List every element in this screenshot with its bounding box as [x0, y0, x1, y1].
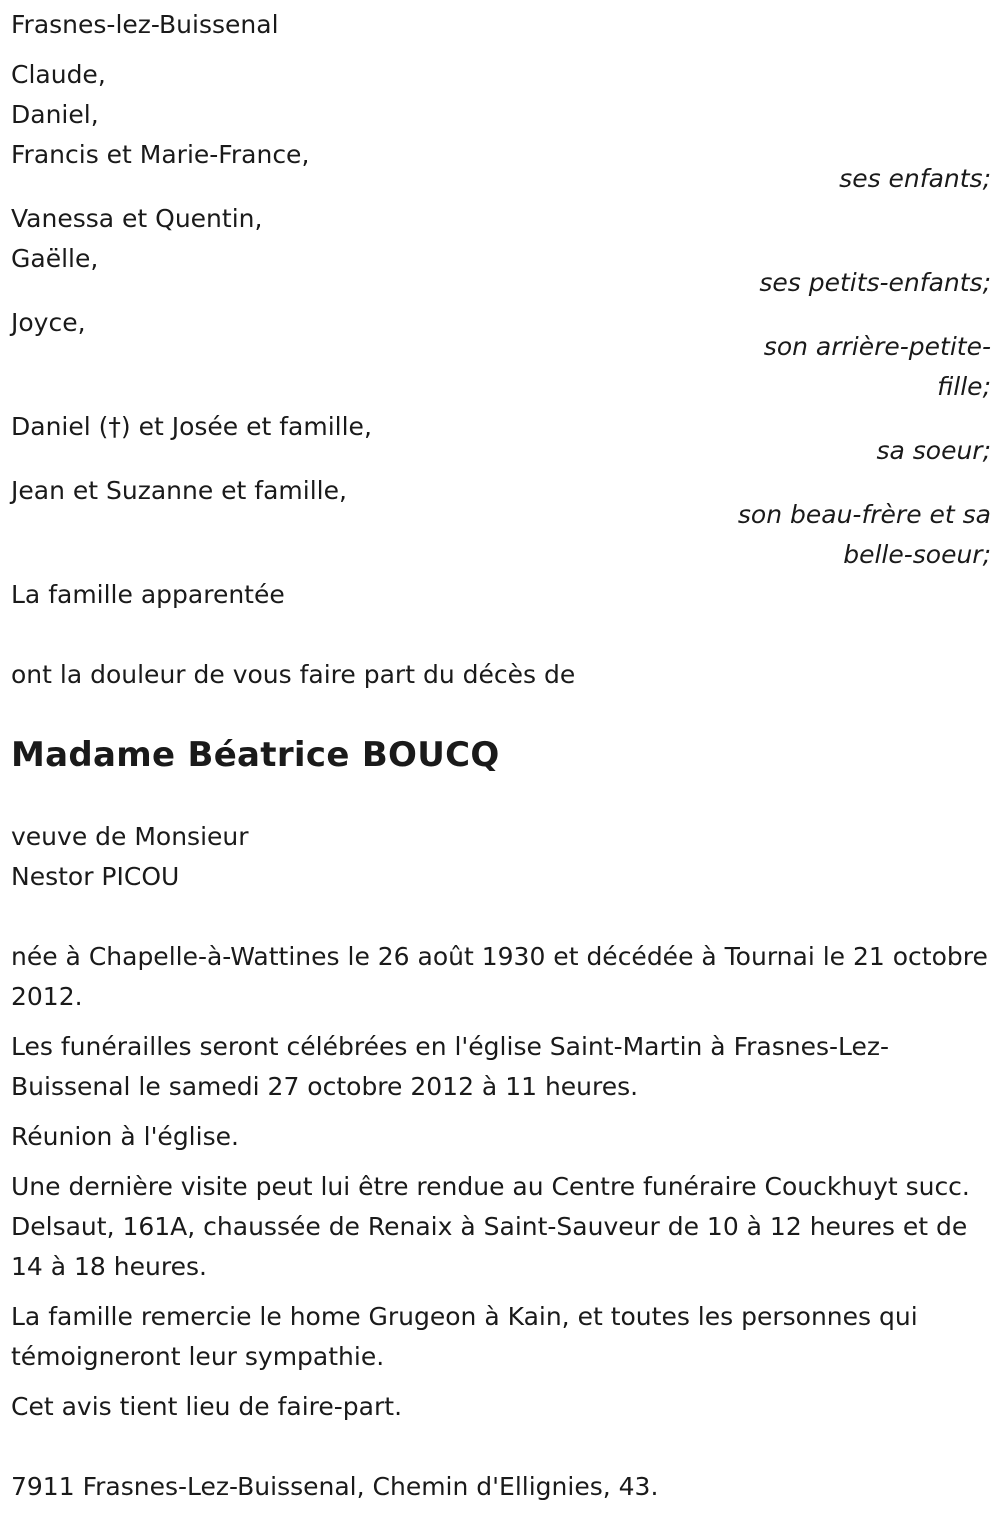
relation-label: son arrière-petite- [763, 332, 991, 361]
thanks-info: La famille remercie le home Grugeon à Kain, et toutes les personnes qui témoigneront leur sympathie. [11, 1302, 918, 1371]
relation-label-continued: fille; [937, 372, 991, 401]
family-member: Vanessa et Quentin, [11, 204, 263, 233]
spouse-name: Nestor PICOU [11, 862, 180, 891]
family-member: Claude, [11, 60, 106, 89]
extended-family: La famille apparentée [11, 580, 285, 609]
family-member: Francis et Marie-France, [11, 140, 310, 169]
location-heading: Frasnes-lez-Buissenal [11, 10, 279, 39]
family-member: Joyce, [11, 308, 86, 337]
family-member: Jean et Suzanne et famille, [11, 476, 347, 505]
relation-label: ses petits-enfants; [759, 268, 991, 297]
widow-of-line: veuve de Monsieur [11, 822, 249, 851]
meeting-info: Réunion à l'église. [11, 1122, 239, 1151]
deceased-name: Madame Béatrice BOUCQ [11, 735, 500, 775]
funeral-info: Les funérailles seront célébrées en l'église Saint-Martin à Frasnes-Lez-Buissenal le samedi 27 octobre 2012 à 11 heures. [11, 1032, 890, 1101]
announcement-text: ont la douleur de vous faire part du décès de [11, 660, 576, 689]
family-group-sister [11, 407, 991, 471]
family-group-great-grandchild [11, 303, 991, 407]
relation-label: ses enfants; [839, 164, 991, 193]
widow-of [11, 817, 991, 897]
family-member: Daniel (†) et Josée et famille, [11, 412, 372, 441]
family-group-in-laws [11, 471, 991, 575]
family-member: Gaëlle, [11, 244, 99, 273]
relation-label-continued: belle-soeur; [843, 540, 991, 569]
address: 7911 Frasnes-Lez-Buissenal, Chemin d'Ellignies, 43. [11, 1472, 659, 1501]
visit-info: Une dernière visite peut lui être rendue au Centre funéraire Couckhuyt succ. Delsaut, 161A, chaussée de Renaix à Saint-Sauveur de 10 à 12 heures et de 14 à 18 heures. [11, 1172, 970, 1281]
birth-death-info: née à Chapelle-à-Wattines le 26 août 1930 et décédée à Tournai le 21 octobre 2012. [11, 942, 988, 1011]
family-group-grandchildren [11, 199, 991, 303]
family-group-children [11, 55, 991, 199]
notice-info: Cet avis tient lieu de faire-part. [11, 1392, 403, 1421]
family-member: Daniel, [11, 100, 99, 129]
relation-label: son beau-frère et sa [737, 500, 991, 529]
details [11, 937, 991, 1427]
relation-label: sa soeur; [876, 436, 991, 465]
obituary-notice [11, 5, 991, 1507]
